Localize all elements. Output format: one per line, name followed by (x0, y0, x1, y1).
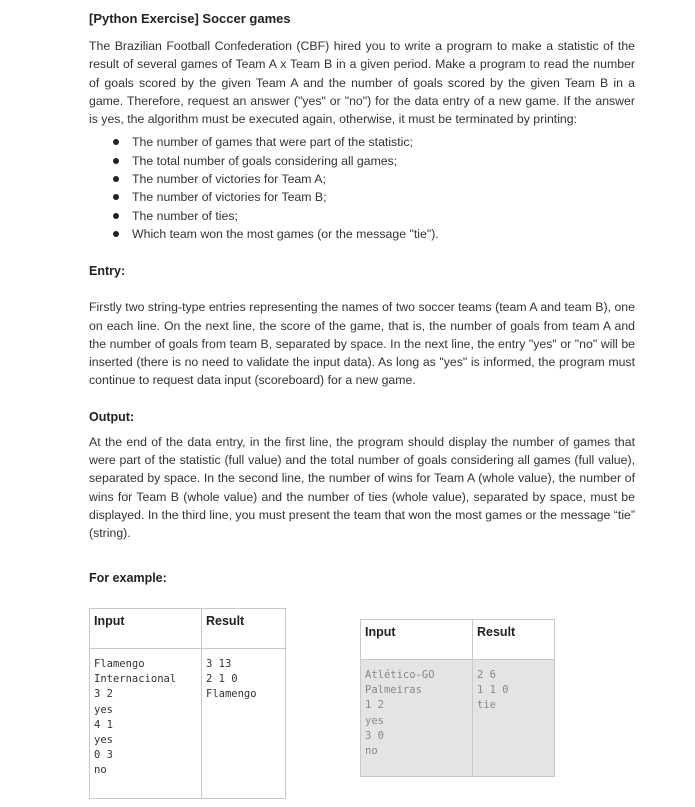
input-column-header: Input (90, 609, 202, 649)
result-code: 2 6 1 1 0 tie (477, 669, 509, 712)
output-heading: Output: (89, 409, 135, 424)
list-item: The total number of goals considering all games; (89, 152, 635, 170)
input-cell (90, 649, 202, 799)
result-code: 3 13 2 1 0 Flamengo (206, 658, 257, 701)
input-code: Flamengo Internacional 3 2 yes 4 1 yes 0 3 no (94, 658, 177, 777)
list-item: The number of games that were part of the statistic; (89, 133, 635, 151)
list-item: The number of victories for Team B; (89, 188, 635, 206)
list-item: Which team won the most games (or the message "tie"). (89, 225, 635, 243)
result-column-header: Result (202, 609, 286, 649)
entry-heading: Entry: (89, 264, 126, 279)
example-table-2 (360, 619, 555, 777)
input-cell (361, 660, 473, 777)
output-paragraph: At the end of the data entry, in the first line, the program should display the number of games that were part of the statistic (full value) and the total number of goals considering all games (full value), separated by space. In the second line, the number of wins for Team A (whole value), the number of wins for Team B (whole value) and the number of ties (whole value), separated by space, must be displayed. In the third line, you must present the team that won the most games or the message “tie” (string). (89, 434, 635, 541)
entry-paragraph: Firstly two string-type entries representing the names of two soccer teams (team A and team B), one on each line. On the next line, the score of the game, that is, the number of goals from team A and the number of goals from team B, separated by space. In the next line, the entry "yes" or "no" will be inserted (there is no need to validate the input data). As long as "yes" is informed, the program must continue to request data input (scoreboard) for a new game. (89, 300, 635, 388)
result-column-header: Result (473, 620, 555, 660)
input-column-header: Input (361, 620, 473, 660)
list-item: The number of ties; (89, 207, 635, 225)
description-paragraph: The Brazilian Football Confederation (CBF) hired you to write a program to make a statistic of the result of several games of Team A x Team B in a given period. Make a program to read the number of goals scored by the given Team A and the number of goals scored by the given Team B in a game. Therefore, request an answer ("yes" or "no") for the data entry of a new game. If the answer is yes, the algorithm must be executed again, otherwise, it must be terminated by printing: (89, 39, 635, 127)
result-cell (473, 660, 555, 777)
example-table-1 (89, 608, 286, 799)
example-heading: For example: (89, 570, 167, 585)
requirements-list (89, 133, 635, 243)
list-item: The number of victories for Team A; (89, 170, 635, 188)
input-code: Atlético-GO Palmeiras 1 2 yes 3 0 no (365, 669, 435, 758)
result-cell (202, 649, 286, 799)
exercise-document (89, 10, 635, 587)
page-title: [Python Exercise] Soccer games (89, 11, 291, 26)
